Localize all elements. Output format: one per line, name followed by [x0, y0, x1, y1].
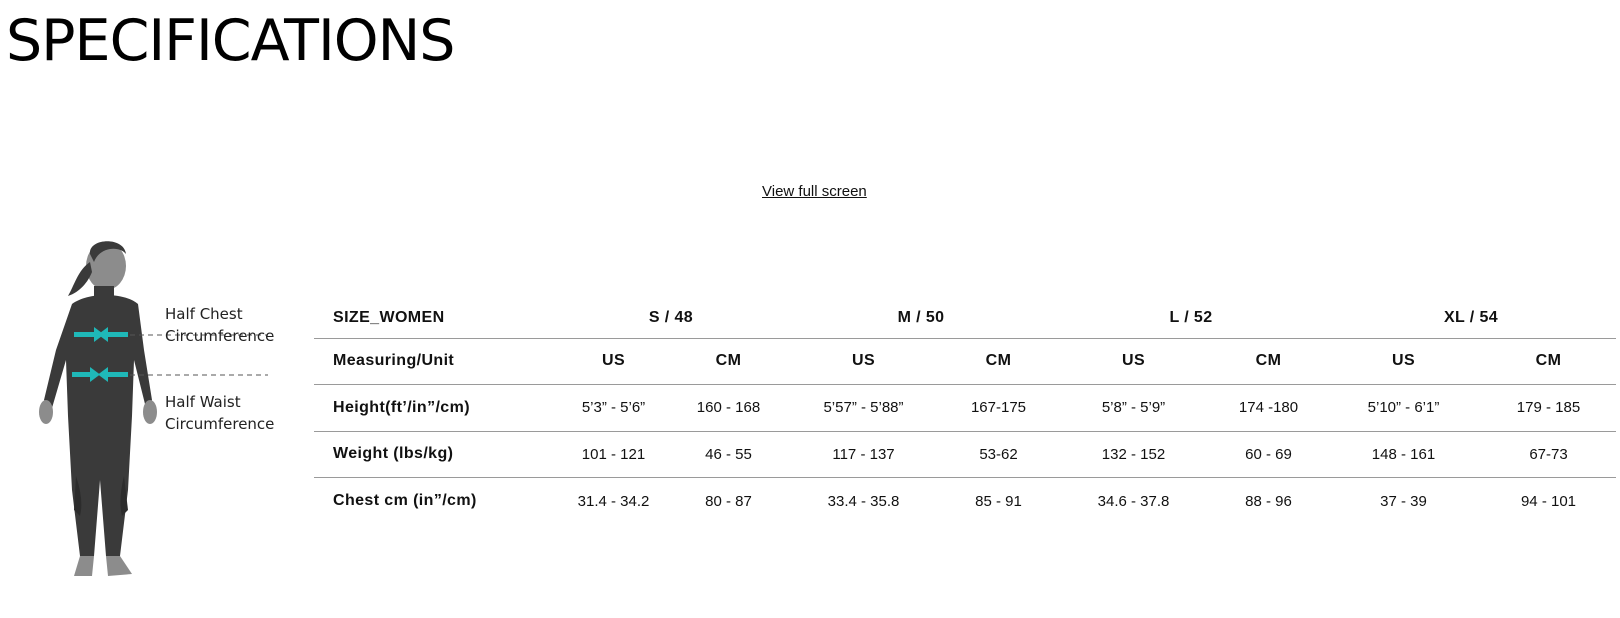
table-cell: 60 - 69	[1211, 431, 1326, 478]
table-row	[314, 385, 1616, 432]
table-cell: 117 - 137	[786, 431, 941, 478]
size-corner-label: SIZE_WOMEN	[314, 298, 556, 338]
table-cell: 5’3” - 5’6”	[556, 385, 671, 432]
size-header-xl: XL / 54	[1326, 298, 1616, 338]
table-cell: 31.4 - 34.2	[556, 478, 671, 525]
size-chart-table	[314, 298, 1616, 524]
table-cell: 53-62	[941, 431, 1056, 478]
unit-header: CM	[1535, 352, 1562, 370]
unit-header: CM	[1255, 352, 1282, 370]
table-cell: 179 - 185	[1481, 385, 1616, 432]
table-cell: 160 - 168	[671, 385, 786, 432]
figure-ponytail	[68, 262, 92, 296]
half-chest-callout	[165, 303, 274, 347]
table-cell: 148 - 161	[1326, 431, 1481, 478]
table-cell: 174 -180	[1211, 385, 1326, 432]
table-cell: 67-73	[1481, 431, 1616, 478]
size-header-row	[314, 298, 1616, 338]
table-cell: 37 - 39	[1326, 478, 1481, 525]
size-header-l: L / 52	[1056, 298, 1326, 338]
size-header-m: M / 50	[786, 298, 1056, 338]
table-cell: 33.4 - 35.8	[786, 478, 941, 525]
row-label: Weight (lbs/kg)	[314, 431, 556, 478]
unit-header: US	[1391, 352, 1416, 370]
table-cell: 46 - 55	[671, 431, 786, 478]
table-cell: 132 - 152	[1056, 431, 1211, 478]
table-row	[314, 478, 1616, 525]
unit-header: US	[601, 352, 626, 370]
row-label: Chest cm (in”/cm)	[314, 478, 556, 525]
table-cell: 85 - 91	[941, 478, 1056, 525]
row-label: Measuring/Unit	[333, 352, 455, 370]
unit-header: CM	[715, 352, 742, 370]
view-full-screen-link[interactable]: View full screen	[762, 183, 867, 200]
table-cell: 5’8” - 5’9”	[1056, 385, 1211, 432]
table-cell: 88 - 96	[1211, 478, 1326, 525]
table-cell: 101 - 121	[556, 431, 671, 478]
unit-header: US	[1121, 352, 1146, 370]
units-row	[314, 338, 1616, 385]
half-chest-label-line1: Half Chest	[165, 305, 243, 323]
half-waist-label-line2: Circumference	[165, 415, 275, 433]
half-chest-label-line2: Circumference	[165, 327, 275, 345]
table-row	[314, 431, 1616, 478]
table-cell: 94 - 101	[1481, 478, 1616, 525]
half-waist-label-line1: Half Waist	[165, 393, 241, 411]
page-title: SPECIFICATIONS	[6, 8, 455, 74]
table-cell: 167-175	[941, 385, 1056, 432]
size-header-s: S / 48	[556, 298, 786, 338]
unit-header: US	[851, 352, 876, 370]
figure-torso	[44, 295, 152, 416]
table-cell: 5’57” - 5’88”	[786, 385, 941, 432]
table-cell: 5’10” - 6’1”	[1326, 385, 1481, 432]
row-label: Height(ft’/in”/cm)	[314, 385, 556, 432]
table-cell: 34.6 - 37.8	[1056, 478, 1211, 525]
table-cell: 80 - 87	[671, 478, 786, 525]
half-waist-callout	[165, 391, 274, 435]
unit-header: CM	[985, 352, 1012, 370]
